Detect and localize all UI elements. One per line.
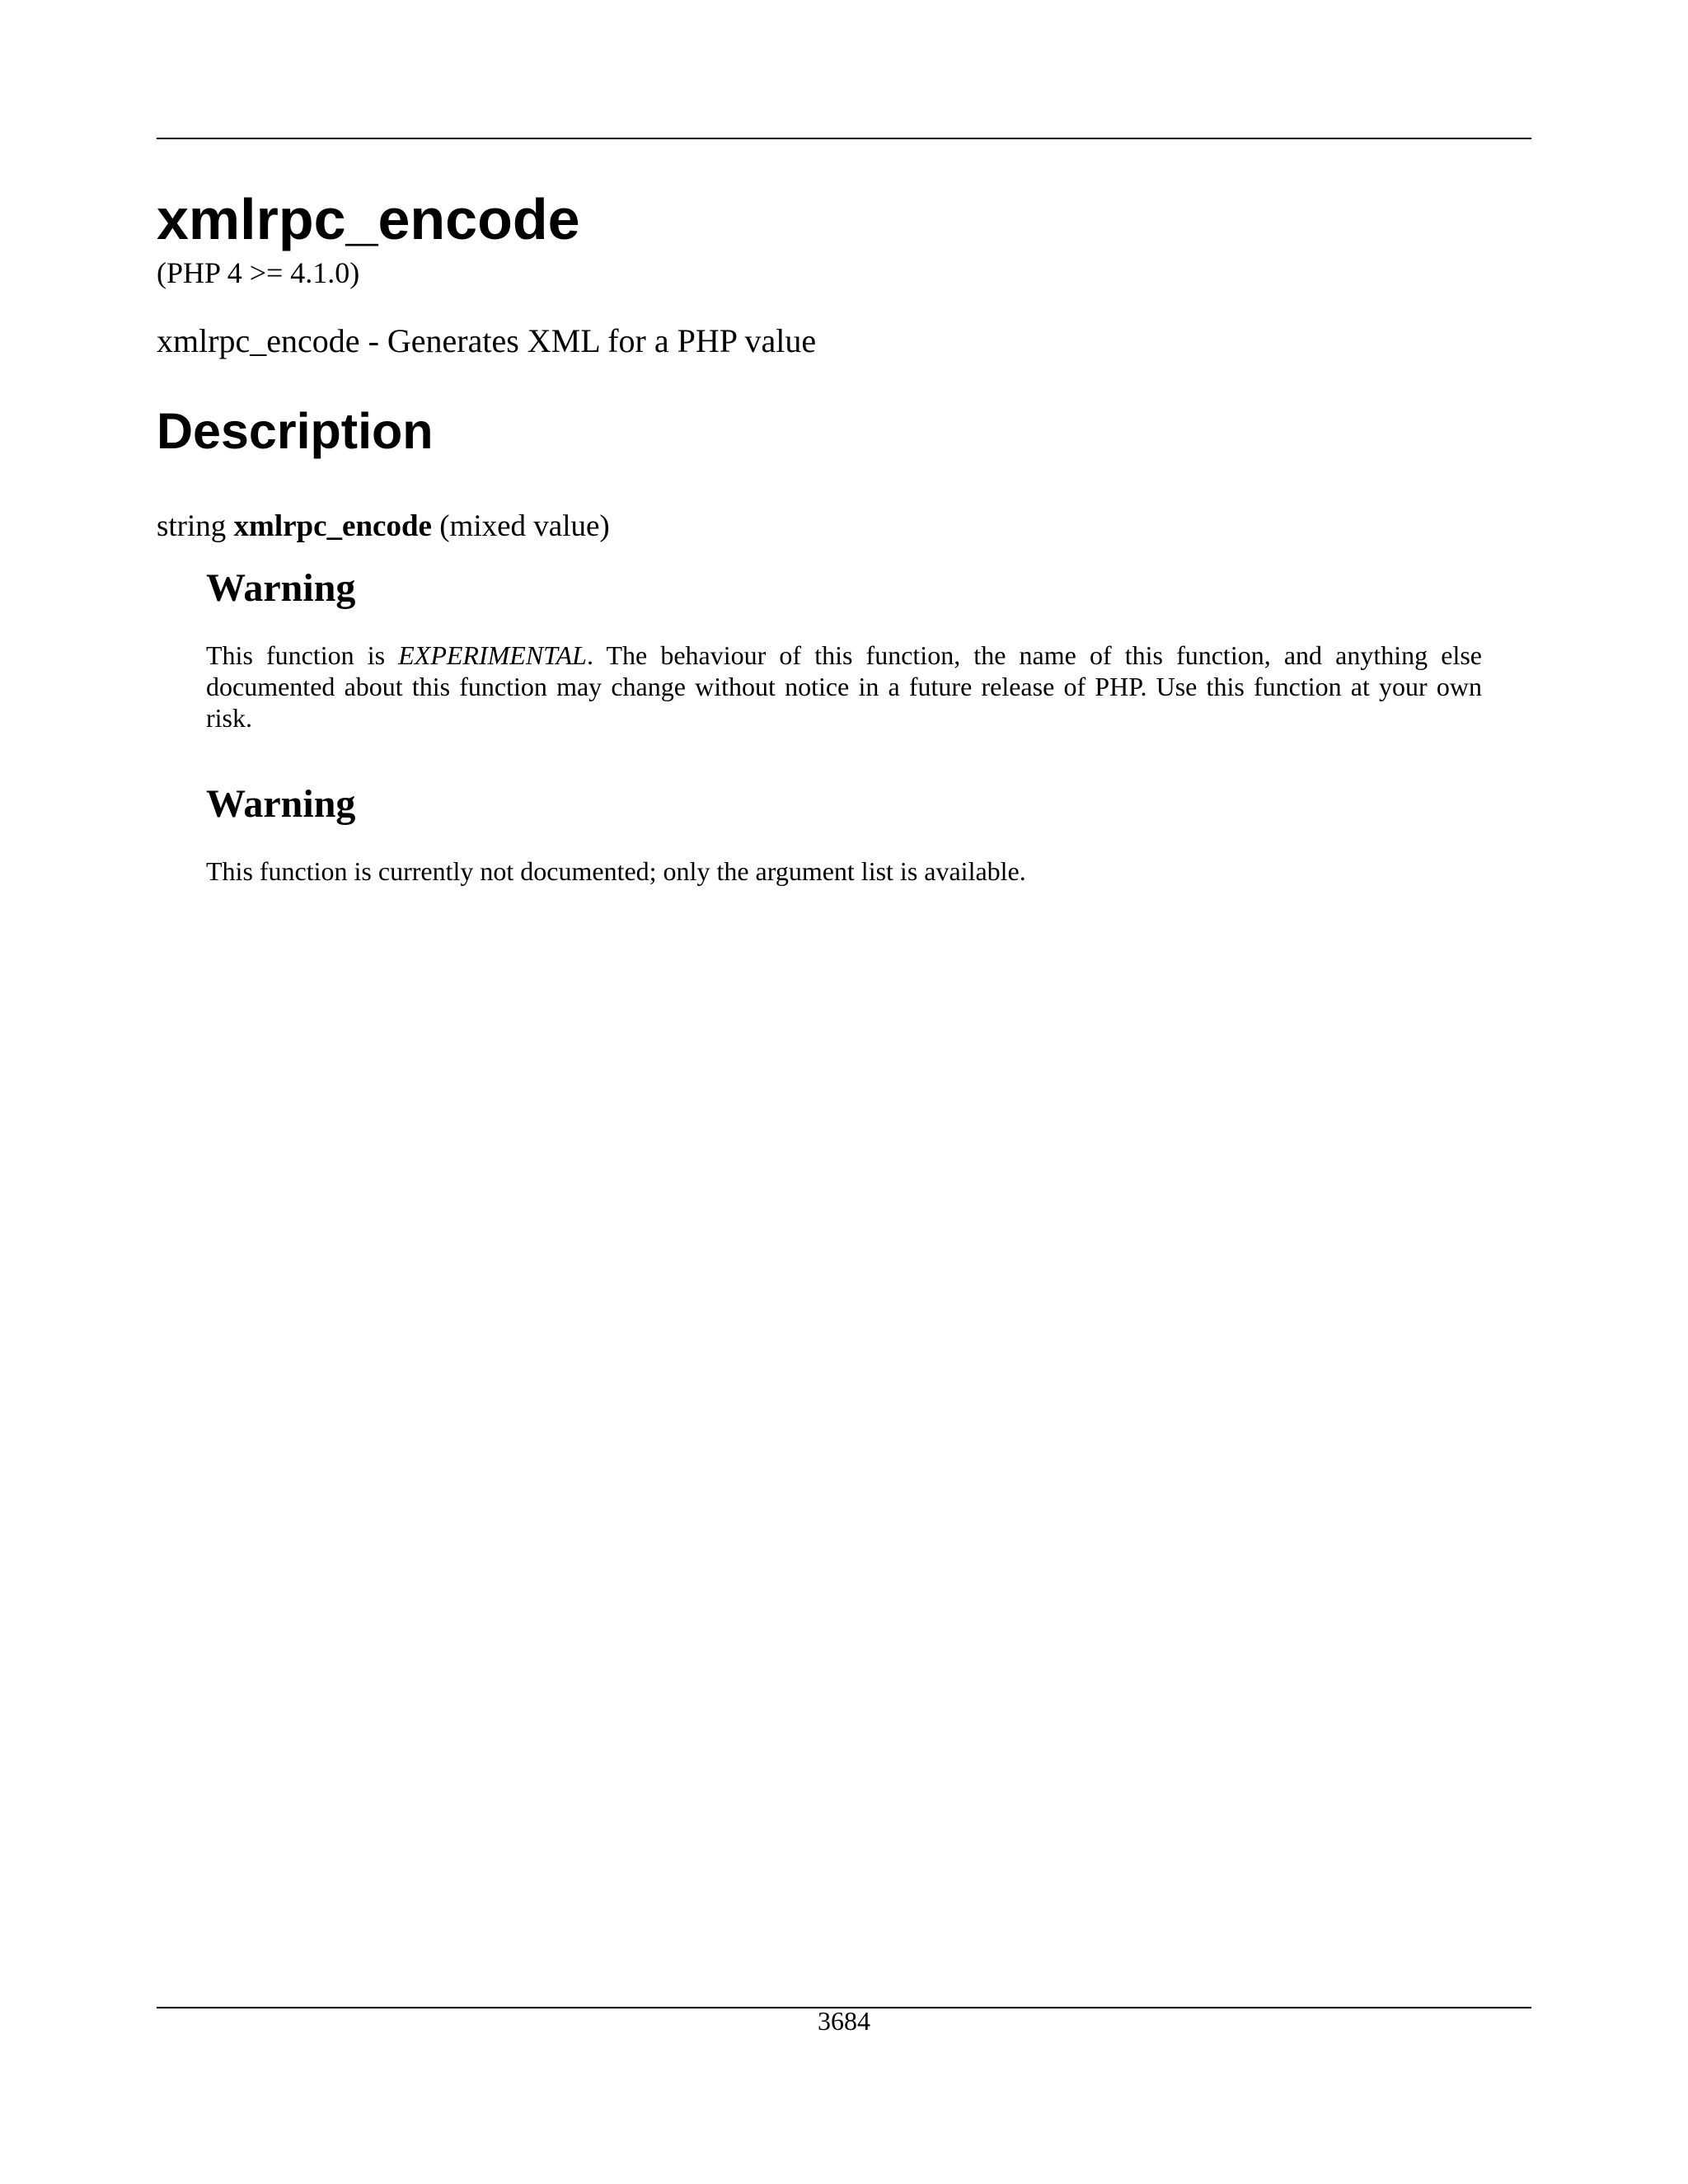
page-number: 3684 [818,2006,870,2036]
function-params: (mixed value) [439,509,610,543]
warning-heading-undocumented: Warning [206,782,356,826]
top-rule [157,138,1531,139]
warning-heading-experimental: Warning [206,566,356,610]
description-heading: Description [157,403,434,459]
version-info: (PHP 4 >= 4.1.0) [157,256,360,289]
function-purpose: xmlrpc_encode - Generates XML for a PHP value [157,322,817,359]
warning-text-experimental [206,640,1482,733]
warning-text-before: This function is [206,640,399,670]
return-type: string [157,509,227,543]
warning-text-after: . The behaviour of this function, the name of this function, and anything else documented about this function may change without notice in a future release of PHP. Use this function at your own risk. [206,640,1483,733]
warning-emphasis: EXPERIMENTAL [398,640,587,670]
page-title: xmlrpc_encode [157,187,580,251]
function-synopsis [157,509,610,545]
function-name: xmlrpc_encode [233,509,432,543]
warning-text-undocumented: This function is currently not documented; only the argument list is available. [206,856,1026,886]
